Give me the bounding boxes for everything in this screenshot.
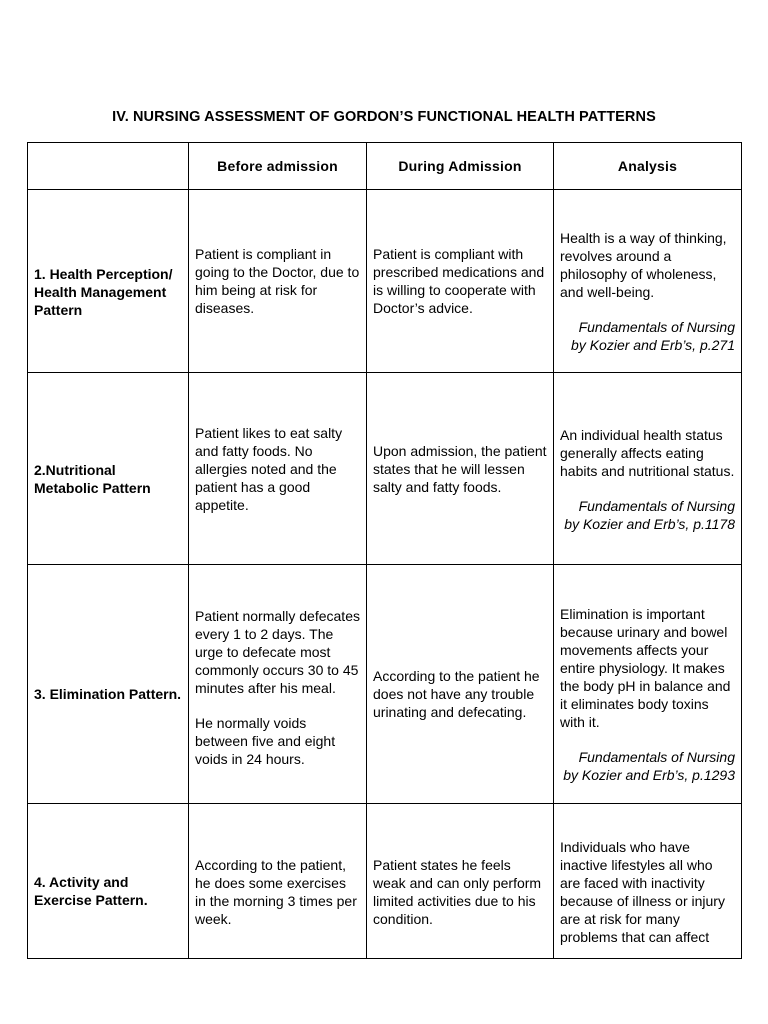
during-admission-cell: Patient states he feels weak and can only perform limited activities due to his condition.	[367, 804, 554, 959]
pattern-cell: 3. Elimination Pattern.	[28, 565, 189, 804]
analysis-text: Elimination is important because urinary and bowel movements affects your entire physiology. It makes the body pH in balance and it eliminates body toxins with it.	[560, 605, 731, 730]
before-admission-text: Patient likes to eat salty and fatty foods. No allergies noted and the patient has a good appetite.	[195, 424, 343, 513]
during-admission-cell: Patient is compliant with prescribed medications and is willing to cooperate with Doctor’s advice.	[367, 190, 554, 373]
header-pattern	[28, 143, 189, 190]
before-admission-text: Patient normally defecates every 1 to 2 days. The urge to defecate most commonly occurs 30 to 45 minutes after his meal.	[195, 607, 360, 696]
during-admission-cell: Upon admission, the patient states that he will lessen salty and fatty foods.	[367, 373, 554, 565]
pattern-cell: 4. Activity and Exercise Pattern.	[28, 804, 189, 959]
reference-citation: Fundamentals of Nursing by Kozier and Erb’s, p.1178	[564, 497, 735, 532]
before-admission-text: Patient is compliant in going to the Doctor, due to him being at risk for diseases.	[195, 246, 360, 316]
table-header-row	[28, 143, 742, 190]
before-admission-text: He normally voids between five and eight voids in 24 hours.	[195, 714, 336, 767]
pattern-cell: 2.Nutritional Metabolic Pattern	[28, 373, 189, 565]
analysis-cell	[554, 804, 742, 959]
analysis-cell	[554, 373, 742, 565]
before-admission-text: According to the patient, he does some exercises in the morning 3 times per week.	[195, 857, 357, 927]
header-before-admission: Before admission	[189, 143, 367, 190]
during-admission-cell: According to the patient he does not have any trouble urinating and defecating.	[367, 565, 554, 804]
before-admission-cell	[189, 190, 367, 373]
reference-citation: Fundamentals of Nursing by Kozier and Erb’s, p.271	[571, 319, 735, 353]
table-row	[28, 190, 742, 373]
table-row	[28, 804, 742, 959]
reference-citation: Fundamentals of Nursing by Kozier and Erb’s, p.1293	[563, 748, 735, 783]
assessment-table	[27, 142, 742, 959]
analysis-text: Health is a way of thinking, revolves around a philosophy of wholeness, and well-being.	[560, 230, 727, 300]
before-admission-cell	[189, 804, 367, 959]
pattern-cell: 1. Health Perception/ Health Management Pattern	[28, 190, 189, 373]
table-row	[28, 373, 742, 565]
analysis-cell	[554, 190, 742, 373]
header-analysis: Analysis	[554, 143, 742, 190]
header-during-admission: During Admission	[367, 143, 554, 190]
analysis-text: Individuals who have inactive lifestyles all who are faced with inactivity because of illness or injury are at risk for many problems that can affect	[560, 839, 725, 945]
before-admission-cell	[189, 565, 367, 804]
analysis-text: An individual health status generally affects eating habits and nutritional status.	[560, 426, 735, 479]
table-row	[28, 565, 742, 804]
analysis-cell	[554, 565, 742, 804]
page-title: IV. NURSING ASSESSMENT OF GORDON’S FUNCTIONAL HEALTH PATTERNS	[112, 109, 656, 125]
before-admission-cell	[189, 373, 367, 565]
